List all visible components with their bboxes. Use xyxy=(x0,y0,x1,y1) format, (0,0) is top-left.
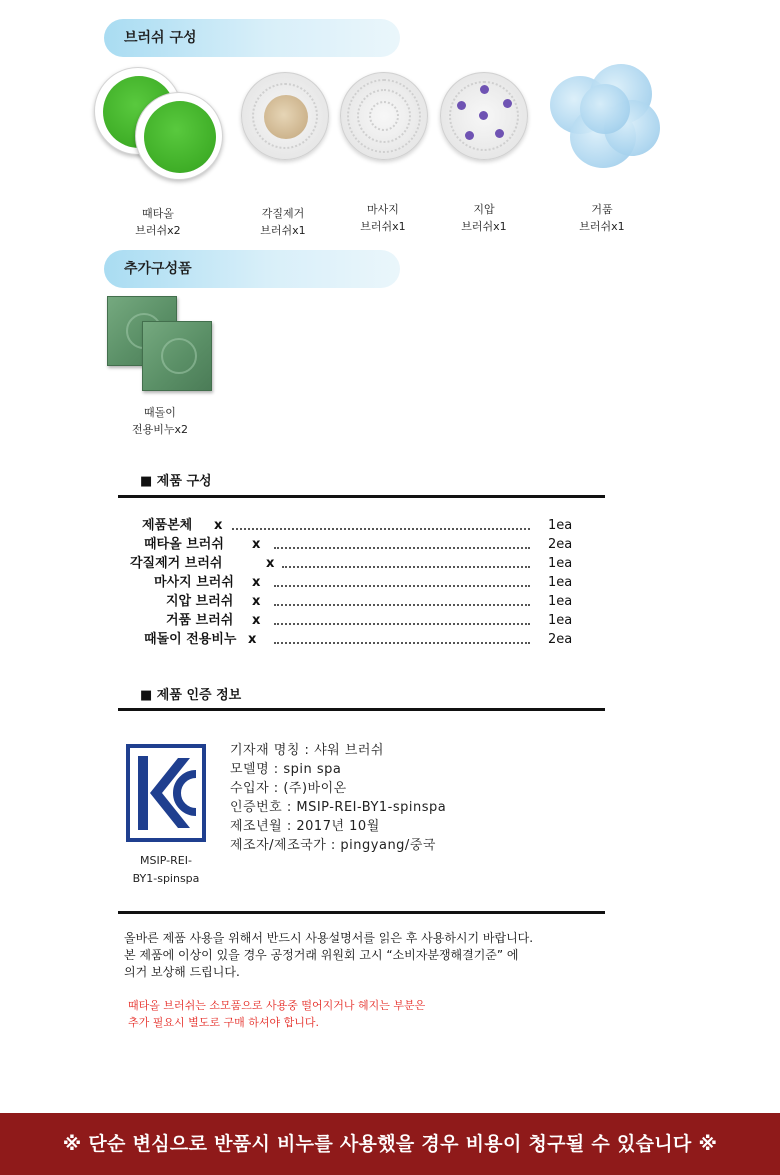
bath-puff-image xyxy=(540,58,670,176)
cert-manufacturer-country: 제조자/제조국가 : pingyang/중국 xyxy=(230,838,436,853)
component-row: 때타올 브러쉬 x 2ea xyxy=(144,537,573,552)
towel-brush-image-front xyxy=(135,92,223,180)
components-divider xyxy=(118,495,605,498)
return-policy-banner: ※ 단순 변심으로 반품시 비누를 사용했을 경우 비용이 청구될 수 있습니다 ※ xyxy=(0,1113,780,1175)
component-row: 지압 브러쉬 x 1ea xyxy=(166,594,573,609)
certification-divider xyxy=(118,708,605,711)
massage-brush-image xyxy=(340,72,428,160)
brush-section-title: 브러쉬 구성 xyxy=(104,19,400,57)
exfoliating-brush-image xyxy=(241,72,329,160)
acupressure-brush-image xyxy=(440,72,528,160)
components-title: ■ 제품 구성 xyxy=(140,474,212,489)
brush-caption-foam: 거품 브러쉬x1 xyxy=(579,203,625,233)
cert-number: 인증번호 : MSIP-REI-BY1-spinspa xyxy=(230,800,447,815)
notice-text: 올바른 제품 사용을 위해서 반드시 사용설명서를 읽은 후 사용하시기 바랍니다. 본 제품에 이상이 있을 경우 공정거래 위원회 고시 “소비자분쟁해결기준” 에 의거 보상해 드립니다. xyxy=(124,931,534,979)
certification-title: ■ 제품 인증 정보 xyxy=(140,688,242,703)
notice-divider xyxy=(118,911,605,914)
cert-model-name: 모델명 : spin spa xyxy=(230,762,342,777)
brush-caption-acupressure: 지압 브러쉬x1 xyxy=(461,203,507,233)
kc-certification-logo xyxy=(126,744,206,842)
brush-caption-exfoliating: 각질제거 브러쉬x1 xyxy=(260,207,306,237)
component-row: 제품본체 x 1ea xyxy=(142,518,573,533)
component-row: 마사지 브러쉬 x 1ea xyxy=(154,575,573,590)
component-row: 때돌이 전용비누 x 2ea xyxy=(144,632,573,647)
component-row: 각질제거 브러쉬 x 1ea xyxy=(130,556,573,571)
soap-caption: 때돌이 전용비누x2 xyxy=(131,406,188,436)
brush-caption-towel: 때타올 브러쉬x2 xyxy=(135,207,181,237)
warning-text: 때타올 브러쉬는 소모품으로 사용중 떨어지거나 헤지는 부분은 추가 필요시 별도로 구매 하셔야 합니다. xyxy=(128,999,426,1029)
cert-importer: 수입자 : (주)바이온 xyxy=(230,781,347,796)
soap-image-front xyxy=(142,321,212,391)
cert-equipment-name: 기자재 명칭 : 샤워 브러쉬 xyxy=(230,743,384,758)
kc-code: MSIP-REI- BY1-spinspa xyxy=(132,854,200,885)
extra-section-title: 추가구성품 xyxy=(104,250,400,288)
component-row: 거품 브러쉬 x 1ea xyxy=(166,613,573,628)
brush-caption-massage: 마사지 브러쉬x1 xyxy=(360,203,406,233)
cert-manufacture-date: 제조년월 : 2017년 10월 xyxy=(230,819,380,834)
